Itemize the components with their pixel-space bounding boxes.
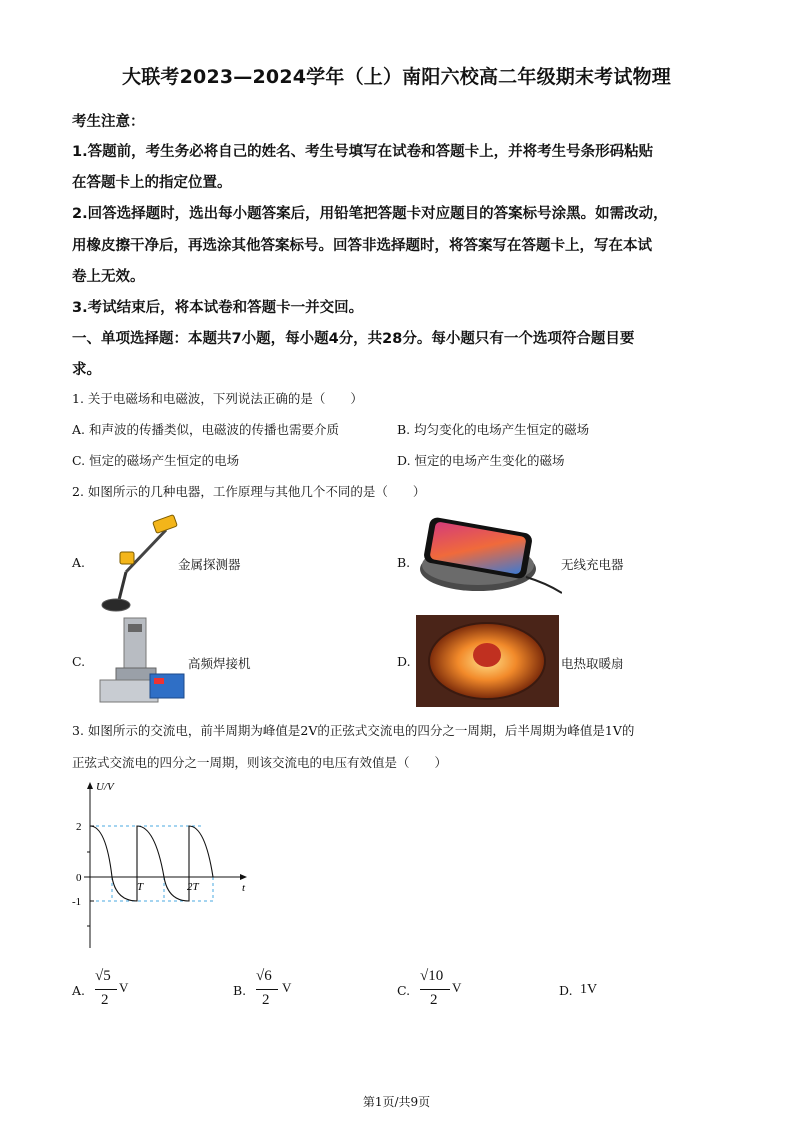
page-title: 大联考2023—2024学年（上）南阳六校高二年级期末考试物理 [122, 66, 671, 88]
y-axis-label: U/V [96, 781, 114, 793]
y-tick-0: 0 [76, 872, 82, 884]
q1-stem: 1. 关于电磁场和电磁波，下列说法正确的是（ ） [72, 391, 363, 406]
q3-option-c-letter: C. [397, 983, 411, 998]
q3-option-a-value [95, 968, 129, 1013]
x-tick-T: T [137, 881, 144, 893]
page-footer: 第1页/共9页 [362, 1095, 431, 1109]
wireless-charger-image [416, 513, 562, 595]
x-tick-2T: 2T [187, 881, 199, 893]
unit: V [119, 980, 129, 995]
q2-option-b-label: 无线充电器 [561, 557, 624, 572]
q3-option-b-value [256, 968, 296, 1013]
q2-option-d-label: 电热取暖扇 [561, 656, 624, 671]
notice-line: 在答题卡上的指定位置。 [72, 175, 232, 191]
q2-option-c-letter: C. [72, 654, 86, 669]
y-tick-neg1: -1 [72, 896, 82, 908]
q2-stem: 2. 如图所示的几种电器，工作原理与其他几个不同的是（ ） [72, 484, 426, 499]
q3-stem-line1: 3. 如图所示的交流电，前半周期为峰值是2V的正弦式交流电的四分之一周期，后半周期为峰值是1V的 [72, 723, 635, 738]
unit: V [282, 980, 292, 995]
q1-option-a: A. 和声波的传播类似，电磁波的传播也需要介质 [72, 422, 339, 437]
q2-option-d-letter: D. [397, 654, 411, 669]
notice-heading: 考生注意： [72, 114, 145, 130]
q2-option-b-letter: B. [397, 555, 411, 570]
q3-option-d-value: 1V [580, 982, 598, 997]
unit: V [452, 980, 462, 995]
q3-option-c-value [420, 968, 468, 1013]
q2-option-a-label: 金属探测器 [178, 557, 241, 572]
fraction-denominator: 2 [430, 992, 438, 1008]
q3-option-b-letter: B. [233, 983, 247, 998]
q3-option-d-letter: D. [559, 983, 573, 998]
q1-option-d: D. 恒定的电场产生变化的磁场 [397, 453, 565, 468]
notice-line: 用橡皮擦干净后，再选涂其他答案标号。回答非选择题时，将答案写在答题卡上，写在本试 [72, 238, 652, 254]
welding-machine-image [94, 614, 186, 708]
section-heading-cont: 求。 [72, 362, 101, 378]
fraction-denominator: 2 [101, 992, 109, 1008]
notice-line: 3.考试结束后，将本试卷和答题卡一并交回。 [72, 300, 364, 316]
fraction-numerator: √6 [256, 968, 272, 984]
notice-line: 卷上无效。 [72, 269, 145, 285]
ac-voltage-graph [70, 776, 260, 954]
y-tick-2: 2 [76, 821, 82, 833]
q1-option-c: C. 恒定的磁场产生恒定的电场 [72, 453, 240, 468]
q2-option-a-letter: A. [72, 555, 86, 570]
section-heading: 一、单项选择题：本题共7小题，每小题4分，共28分。每小题只有一个选项符合题目要 [72, 331, 635, 347]
x-axis-label: t [242, 882, 246, 894]
notice-line: 1.答题前，考生务必将自己的姓名、考生号填写在试卷和答题卡上，并将考生号条形码粘贴 [72, 144, 654, 160]
q1-option-b: B. 均匀变化的电场产生恒定的磁场 [397, 422, 590, 437]
fraction-numerator: √10 [420, 968, 444, 984]
heater-image [416, 615, 559, 707]
notice-line: 2.回答选择题时，选出每小题答案后，用铅笔把答题卡对应题目的答案标号涂黑。如需改动， [72, 206, 668, 222]
q2-option-c-label: 高频焊接机 [188, 656, 251, 671]
q3-option-a-letter: A. [72, 983, 86, 998]
fraction-denominator: 2 [262, 992, 270, 1008]
fraction-numerator: √5 [95, 968, 111, 984]
q3-stem-line2: 正弦式交流电的四分之一周期，则该交流电的电压有效值是（ ） [72, 755, 448, 770]
metal-detector-image [96, 512, 186, 614]
